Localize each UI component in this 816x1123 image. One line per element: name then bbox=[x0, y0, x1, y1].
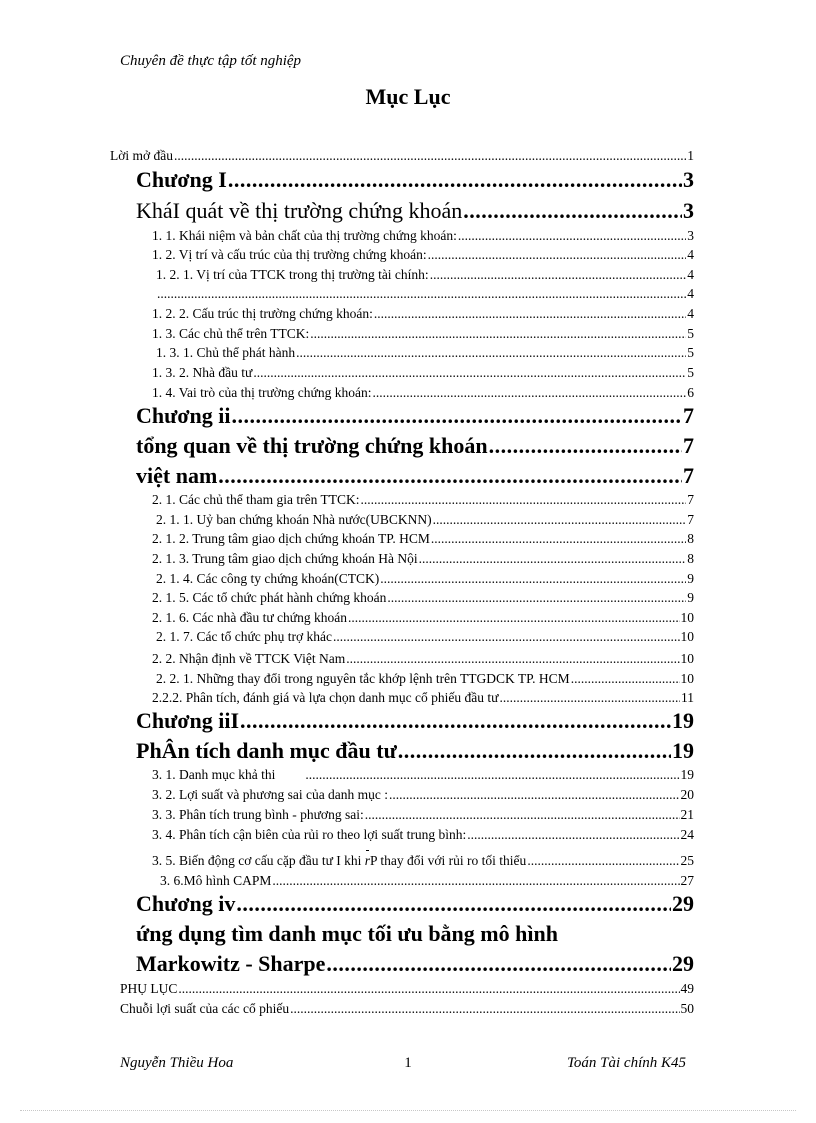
toc-entry[interactable]: 2. 1. 1. Uỷ ban chứng khoán Nhà nước(UBCKNN) ..... 7 bbox=[156, 511, 694, 528]
toc-entry[interactable]: 2. 1. 2. Trung tâm giao dịch chứng khoán TP. HCM ..... 8 bbox=[152, 530, 694, 547]
toc-entry[interactable]: 2. 1. 5. Các tổ chức phát hành chứng khoán ..... 9 bbox=[152, 589, 694, 606]
toc-entry[interactable]: 2. 1. 3. Trung tâm giao dịch chứng khoán Hà Nội ..... 8 bbox=[152, 550, 694, 567]
toc-chapter-title[interactable]: Markowitz - Sharpe ..... 29 bbox=[136, 950, 694, 978]
toc-entry[interactable]: 2. 1. Các chủ thể tham gia trên TTCK: ..... 7 bbox=[152, 491, 694, 508]
toc-entry[interactable]: 2. 2. 1. Những thay đổi trong nguyên tắc khớp lệnh trên TTGDCK TP. HCM ..... 10 bbox=[156, 670, 694, 687]
toc-chapter[interactable]: Chương I ..... 3 bbox=[136, 166, 694, 194]
toc-entry[interactable]: 2. 2. Nhận định về TTCK Việt Nam ..... 10 bbox=[152, 650, 694, 667]
toc-entry[interactable]: Lời mở đầu ..... 1 bbox=[110, 147, 694, 164]
toc-entry[interactable]: 1. 3. 1. Chủ thể phát hành ..... 5 bbox=[156, 344, 694, 361]
toc-entry[interactable]: PHỤ LỤC ..... 49 bbox=[120, 980, 694, 997]
page-title: Mục Lục bbox=[365, 84, 451, 109]
toc-entry[interactable]: 1. 2. 2. Cấu trúc thị trường chứng khoán: ..... 4 bbox=[152, 305, 694, 322]
toc-chapter[interactable]: Chương iiI ..... 19 bbox=[136, 707, 694, 735]
toc-entry[interactable]: 3. 5. Biến động cơ cấu cặp đầu tư I khi rP thay đổi với rủi ro tối thiểu ..... 25 bbox=[152, 852, 694, 869]
toc-chapter-title[interactable]: ứng dụng tìm danh mục tối ưu bằng mô hình bbox=[136, 921, 558, 946]
toc-entry[interactable]: 1. 4. Vai trò của thị trường chứng khoán: ..... 6 bbox=[152, 384, 694, 401]
toc-entry[interactable]: 1. 3. 2. Nhà đầu tư ..... 5 bbox=[152, 364, 694, 381]
toc-chapter[interactable]: Chương iv ..... 29 bbox=[136, 890, 694, 918]
toc-chapter[interactable]: Chương ii ..... 7 bbox=[136, 402, 694, 430]
page-bottom-divider bbox=[20, 1110, 796, 1111]
toc-entry[interactable]: 1. 2. 1. Vị trí của TTCK trong thị trường tài chính: ..... 4 bbox=[156, 266, 694, 283]
toc-entry[interactable]: ..... 4 bbox=[156, 285, 694, 302]
toc-entry[interactable]: 1. 2. Vị trí và cấu trúc của thị trường chứng khoán: ..... 4 bbox=[152, 246, 694, 263]
toc-chapter-title[interactable]: việt nam ..... 7 bbox=[136, 462, 694, 490]
toc-chapter-title[interactable]: KháI quát về thị trường chứng khoán ..... 3 bbox=[136, 197, 694, 225]
toc-chapter-title[interactable]: tổng quan về thị trường chứng khoán ..... 7 bbox=[136, 432, 694, 460]
toc-chapter-title[interactable]: PhÂn tích danh mục đầu tư ..... 19 bbox=[136, 737, 694, 765]
footer-page-number: 1 bbox=[404, 1055, 412, 1071]
toc-entry[interactable]: 3. 4. Phân tích cận biên của rủi ro theo lợi suất trung bình: ..... 24 bbox=[152, 826, 694, 843]
toc-entry[interactable]: 2. 1. 4. Các công ty chứng khoán(CTCK) ..... 9 bbox=[156, 570, 694, 587]
r-bar-symbol: r bbox=[364, 853, 371, 868]
toc-entry[interactable]: 2.2.2. Phân tích, đánh giá và lựa chọn danh mục cổ phiếu đầu tư ..... 11 bbox=[152, 689, 694, 706]
footer-class: Toán Tài chính K45 bbox=[566, 1055, 686, 1071]
toc-entry[interactable]: Chuỗi lợi suất của các cổ phiếu ..... 50 bbox=[120, 1000, 694, 1017]
toc-entry[interactable]: 2. 1. 7. Các tổ chức phụ trợ khác ..... 10 bbox=[156, 628, 694, 645]
toc-entry[interactable]: 3. 6.Mô hình CAPM ..... 27 bbox=[160, 872, 694, 889]
toc-entry[interactable]: 3. 2. Lợi suất và phương sai của danh mục : ..... 20 bbox=[152, 786, 694, 803]
toc-entry[interactable]: 3. 3. Phân tích trung bình - phương sai: ..... 21 bbox=[152, 806, 694, 823]
running-header: Chuyên đề thực tập tốt nghiệp bbox=[120, 53, 302, 69]
toc-entry[interactable]: 1. 1. Khái niệm và bản chất của thị trường chứng khoán: ..... 3 bbox=[152, 227, 694, 244]
toc-entry[interactable]: 1. 3. Các chủ thể trên TTCK: ..... 5 bbox=[152, 325, 694, 342]
toc-entry[interactable]: 3. 1. Danh mục khả thi ..... 19 bbox=[152, 766, 694, 783]
footer-author: Nguyễn Thiều Hoa bbox=[120, 1055, 234, 1071]
toc-entry[interactable]: 2. 1. 6. Các nhà đầu tư chứng khoán ..... 10 bbox=[152, 609, 694, 626]
